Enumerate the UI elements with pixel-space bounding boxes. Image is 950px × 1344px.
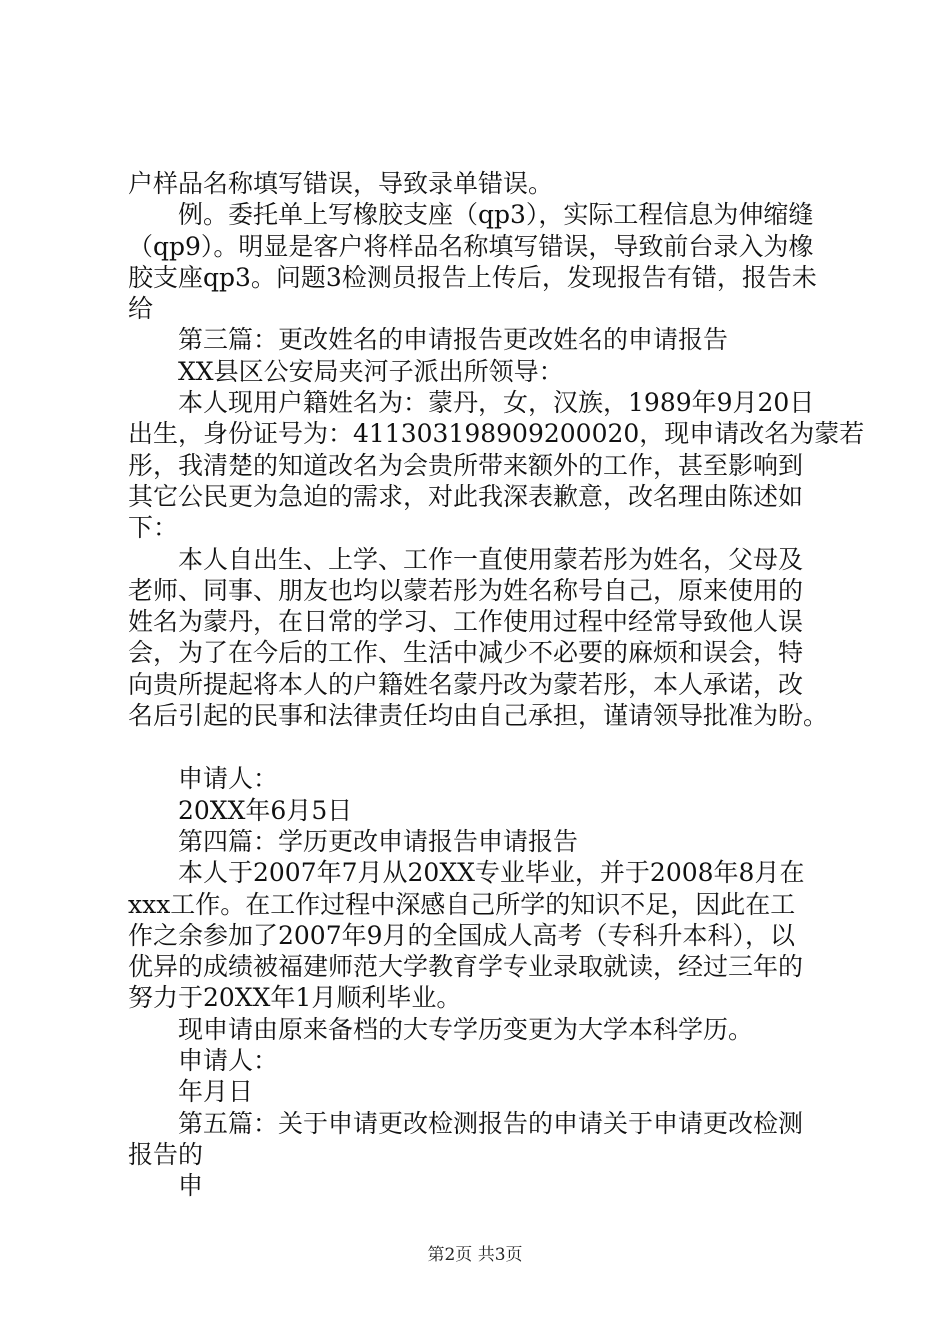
text-line: 户样品名称填写错误，导致录单错误。	[128, 169, 554, 198]
date-line: 年月日	[178, 1077, 254, 1107]
section-heading: 第四篇：学历更改申请报告申请报告	[178, 826, 579, 856]
text-line: 例。委托单上写橡胶支座（qp3），实际工程信息为伸缩缝	[178, 200, 814, 230]
text-line: 现申请由原来备档的大专学历变更为大学本科学历。	[178, 1014, 754, 1044]
text-line: 作之余参加了2007年9月的全国成人高考（专科升本科），以	[128, 920, 796, 950]
text-line: 胶支座qp3。问题3检测员报告上传后，发现报告有错，报告未	[128, 262, 817, 292]
applicant-label: 申请人：	[178, 1046, 279, 1076]
text-line: 向贵所提起将本人的户籍姓名蒙丹改为蒙若彤，本人承诺，改	[128, 669, 804, 699]
date-line: 20XX年6月5日	[178, 795, 353, 825]
addressee-line: XX县区公安局夹河子派出所领导：	[178, 356, 564, 386]
text-line: 本人于2007年7月从20XX专业毕业，并于2008年8月在	[178, 858, 805, 888]
document-body	[128, 168, 865, 1202]
page-footer: 第2页 共3页	[427, 1245, 523, 1265]
text-line: 名后引起的民事和法律责任均由自己承担，谨请领导批准为盼。	[128, 701, 829, 731]
text-line: 努力于20XX年1月顺利毕业。	[128, 983, 462, 1013]
applicant-label: 申请人：	[178, 764, 279, 794]
text-line: （qp9）。明显是客户将样品名称填写错误，导致前台录入为橡	[128, 231, 814, 261]
text-line: 本人现用户籍姓名为：蒙丹，女，汉族，1989年9月20日	[178, 388, 815, 418]
text-line: 报告的	[128, 1139, 204, 1169]
section-heading: 第三篇：更改姓名的申请报告更改姓名的申请报告	[178, 325, 729, 355]
text-line: 会，为了在今后的工作、生活中减少不必要的麻烦和误会，特	[128, 638, 804, 668]
text-line: 本人自出生、上学、工作一直使用蒙若彤为姓名，父母及	[178, 544, 804, 574]
text-line: 给	[128, 294, 154, 324]
text-line: 其它公民更为急迫的需求，对此我深表歉意，改名理由陈述如	[128, 481, 804, 511]
text-line: xxx工作。在工作过程中深感自己所学的知识不足，因此在工	[128, 889, 796, 919]
text-line: 优异的成绩被福建师范大学教育学专业录取就读，经过三年的	[128, 952, 804, 982]
text-line: 出生，身份证号为：411303198909200020，现申请改名为蒙若	[128, 419, 865, 449]
text-line: 彤，我清楚的知道改名为会贵所带来额外的工作，甚至影响到	[128, 450, 804, 480]
text-line: 申	[178, 1171, 204, 1201]
text-line: 姓名为蒙丹，在日常的学习、工作使用过程中经常导致他人误	[128, 607, 804, 637]
section-heading: 第五篇：关于申请更改检测报告的申请关于申请更改检测	[178, 1108, 804, 1138]
text-line: 下：	[128, 513, 179, 543]
text-line: 老师、同事、朋友也均以蒙若彤为姓名称号自己，原来使用的	[128, 575, 804, 605]
paragraph-gap	[128, 731, 832, 763]
